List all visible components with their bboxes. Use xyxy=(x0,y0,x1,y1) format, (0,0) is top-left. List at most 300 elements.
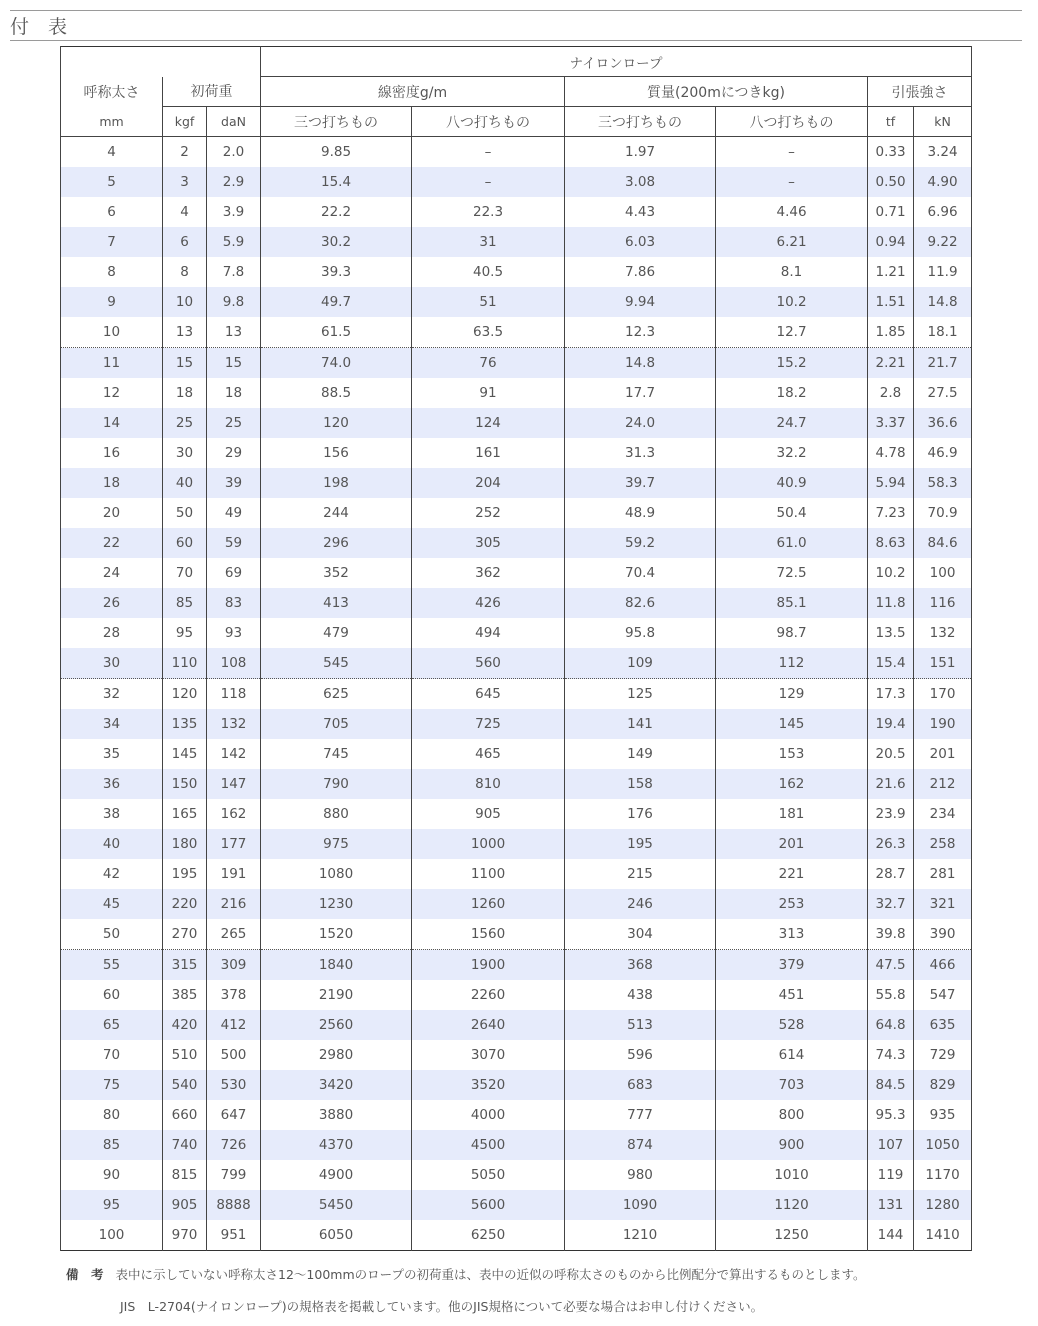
subheader-ld-eight-strand: 八つ打ちもの xyxy=(412,107,565,137)
cell-tensile-tf: 107 xyxy=(868,1130,914,1160)
cell-mass-eight-strand: 98.7 xyxy=(716,618,868,648)
table-row xyxy=(61,618,972,648)
unit-tf: tf xyxy=(868,107,914,137)
cell-initial-load-kgf: 315 xyxy=(163,950,207,981)
cell-tensile-kn: 1280 xyxy=(914,1190,972,1220)
header-tensile-strength: 引張強さ xyxy=(868,77,972,107)
cell-ld-three-strand: 880 xyxy=(261,799,412,829)
cell-ld-eight-strand: 5600 xyxy=(412,1190,565,1220)
cell-mass-eight-strand: 1250 xyxy=(716,1220,868,1251)
cell-ld-eight-strand: 1000 xyxy=(412,829,565,859)
cell-ld-three-strand: 39.3 xyxy=(261,257,412,287)
cell-initial-load-dan: 8888 xyxy=(207,1190,261,1220)
cell-mass-eight-strand: 703 xyxy=(716,1070,868,1100)
cell-mass-eight-strand: 1120 xyxy=(716,1190,868,1220)
cell-tensile-kn: 4.90 xyxy=(914,167,972,197)
cell-tensile-kn: 9.22 xyxy=(914,227,972,257)
cell-nominal-mm: 30 xyxy=(61,648,163,679)
table-row xyxy=(61,1040,972,1070)
cell-nominal-mm: 95 xyxy=(61,1190,163,1220)
cell-nominal-mm: 80 xyxy=(61,1100,163,1130)
cell-mass-three-strand: 7.86 xyxy=(565,257,716,287)
cell-initial-load-dan: 412 xyxy=(207,1010,261,1040)
cell-mass-eight-strand: 162 xyxy=(716,769,868,799)
cell-tensile-tf: 131 xyxy=(868,1190,914,1220)
table-row xyxy=(61,498,972,528)
cell-tensile-tf: 15.4 xyxy=(868,648,914,679)
cell-ld-eight-strand: 6250 xyxy=(412,1220,565,1251)
cell-tensile-kn: 935 xyxy=(914,1100,972,1130)
cell-initial-load-kgf: 660 xyxy=(163,1100,207,1130)
cell-nominal-mm: 70 xyxy=(61,1040,163,1070)
cell-mass-three-strand: 368 xyxy=(565,950,716,981)
cell-mass-eight-strand: 145 xyxy=(716,709,868,739)
cell-initial-load-kgf: 110 xyxy=(163,648,207,679)
cell-mass-three-strand: 596 xyxy=(565,1040,716,1070)
cell-initial-load-dan: 530 xyxy=(207,1070,261,1100)
cell-initial-load-dan: 2.0 xyxy=(207,137,261,168)
cell-nominal-mm: 20 xyxy=(61,498,163,528)
cell-tensile-tf: 74.3 xyxy=(868,1040,914,1070)
cell-nominal-mm: 8 xyxy=(61,257,163,287)
cell-mass-eight-strand: 85.1 xyxy=(716,588,868,618)
cell-initial-load-kgf: 60 xyxy=(163,528,207,558)
cell-nominal-mm: 12 xyxy=(61,378,163,408)
cell-nominal-mm: 14 xyxy=(61,408,163,438)
cell-mass-three-strand: 513 xyxy=(565,1010,716,1040)
cell-tensile-tf: 0.33 xyxy=(868,137,914,168)
cell-mass-three-strand: 176 xyxy=(565,799,716,829)
cell-nominal-mm: 65 xyxy=(61,1010,163,1040)
cell-tensile-tf: 2.21 xyxy=(868,348,914,379)
cell-initial-load-dan: 25 xyxy=(207,408,261,438)
cell-initial-load-kgf: 905 xyxy=(163,1190,207,1220)
cell-nominal-mm: 9 xyxy=(61,287,163,317)
cell-initial-load-dan: 83 xyxy=(207,588,261,618)
table-row xyxy=(61,317,972,348)
cell-tensile-tf: 0.71 xyxy=(868,197,914,227)
cell-ld-eight-strand: 426 xyxy=(412,588,565,618)
cell-mass-eight-strand: 181 xyxy=(716,799,868,829)
subheader-mass-eight-strand: 八つ打ちもの xyxy=(716,107,868,137)
title-rule-bottom xyxy=(10,40,1022,41)
cell-mass-three-strand: 6.03 xyxy=(565,227,716,257)
cell-ld-three-strand: 705 xyxy=(261,709,412,739)
cell-ld-three-strand: 296 xyxy=(261,528,412,558)
cell-ld-eight-strand: – xyxy=(412,167,565,197)
cell-initial-load-kgf: 3 xyxy=(163,167,207,197)
cell-tensile-kn: 18.1 xyxy=(914,317,972,348)
table-row xyxy=(61,1190,972,1220)
cell-initial-load-kgf: 25 xyxy=(163,408,207,438)
cell-ld-three-strand: 4370 xyxy=(261,1130,412,1160)
subheader-ld-three-strand: 三つ打ちもの xyxy=(261,107,412,137)
cell-mass-eight-strand: 15.2 xyxy=(716,348,868,379)
cell-ld-eight-strand: 252 xyxy=(412,498,565,528)
cell-ld-eight-strand: 1900 xyxy=(412,950,565,981)
cell-mass-eight-strand: 528 xyxy=(716,1010,868,1040)
cell-ld-eight-strand: 1560 xyxy=(412,919,565,950)
cell-initial-load-dan: 18 xyxy=(207,378,261,408)
header-nylon-rope: ナイロンロープ xyxy=(261,47,972,77)
cell-initial-load-kgf: 135 xyxy=(163,709,207,739)
cell-mass-three-strand: 1210 xyxy=(565,1220,716,1251)
cell-tensile-kn: 36.6 xyxy=(914,408,972,438)
cell-mass-three-strand: 39.7 xyxy=(565,468,716,498)
cell-tensile-tf: 119 xyxy=(868,1160,914,1190)
cell-mass-eight-strand: 40.9 xyxy=(716,468,868,498)
cell-nominal-mm: 16 xyxy=(61,438,163,468)
header-mass: 質量(200mにつきkg) xyxy=(565,77,868,107)
cell-initial-load-kgf: 15 xyxy=(163,348,207,379)
cell-initial-load-kgf: 420 xyxy=(163,1010,207,1040)
cell-tensile-kn: 84.6 xyxy=(914,528,972,558)
cell-initial-load-kgf: 95 xyxy=(163,618,207,648)
cell-ld-eight-strand: 1260 xyxy=(412,889,565,919)
table-row xyxy=(61,287,972,317)
cell-mass-eight-strand: 253 xyxy=(716,889,868,919)
cell-ld-three-strand: 3420 xyxy=(261,1070,412,1100)
note-text-1: 表中に示していない呼称太さ12〜100mmのロープの初荷重は、表中の近似の呼称太さのものから比例配分で算出するものとします。 xyxy=(115,1267,866,1282)
cell-tensile-kn: 27.5 xyxy=(914,378,972,408)
cell-mass-three-strand: 82.6 xyxy=(565,588,716,618)
cell-ld-three-strand: 30.2 xyxy=(261,227,412,257)
note-text-2: JIS L-2704(ナイロンロープ)の規格表を掲載しています。他のJIS規格について必要な場合はお申し付けください。 xyxy=(120,1299,764,1314)
page-title: 付 表 xyxy=(10,16,68,38)
cell-tensile-kn: 6.96 xyxy=(914,197,972,227)
cell-ld-three-strand: 1230 xyxy=(261,889,412,919)
cell-initial-load-dan: 118 xyxy=(207,679,261,710)
cell-initial-load-kgf: 120 xyxy=(163,679,207,710)
cell-ld-three-strand: 2190 xyxy=(261,980,412,1010)
cell-nominal-mm: 11 xyxy=(61,348,163,379)
cell-tensile-kn: 46.9 xyxy=(914,438,972,468)
note-label: 備 考 xyxy=(66,1267,104,1282)
unit-mm: mm xyxy=(61,107,163,137)
cell-mass-three-strand: 158 xyxy=(565,769,716,799)
cell-initial-load-dan: 3.9 xyxy=(207,197,261,227)
cell-ld-eight-strand: 3070 xyxy=(412,1040,565,1070)
cell-nominal-mm: 36 xyxy=(61,769,163,799)
table-row xyxy=(61,919,972,950)
cell-mass-three-strand: 874 xyxy=(565,1130,716,1160)
cell-mass-three-strand: 4.43 xyxy=(565,197,716,227)
cell-ld-eight-strand: 4500 xyxy=(412,1130,565,1160)
table-row xyxy=(61,859,972,889)
cell-initial-load-kgf: 18 xyxy=(163,378,207,408)
cell-ld-eight-strand: 725 xyxy=(412,709,565,739)
cell-nominal-mm: 22 xyxy=(61,528,163,558)
cell-tensile-tf: 19.4 xyxy=(868,709,914,739)
cell-mass-three-strand: 31.3 xyxy=(565,438,716,468)
cell-mass-eight-strand: 6.21 xyxy=(716,227,868,257)
table-row xyxy=(61,167,972,197)
cell-mass-eight-strand: 129 xyxy=(716,679,868,710)
cell-mass-eight-strand: 800 xyxy=(716,1100,868,1130)
cell-initial-load-dan: 13 xyxy=(207,317,261,348)
cell-tensile-kn: 70.9 xyxy=(914,498,972,528)
cell-mass-three-strand: 59.2 xyxy=(565,528,716,558)
cell-ld-eight-strand: 2260 xyxy=(412,980,565,1010)
cell-ld-eight-strand: 76 xyxy=(412,348,565,379)
cell-mass-eight-strand: 32.2 xyxy=(716,438,868,468)
cell-nominal-mm: 42 xyxy=(61,859,163,889)
note-line-2 xyxy=(120,1297,763,1315)
cell-tensile-kn: 829 xyxy=(914,1070,972,1100)
cell-initial-load-kgf: 2 xyxy=(163,137,207,168)
cell-initial-load-dan: 108 xyxy=(207,648,261,679)
cell-nominal-mm: 55 xyxy=(61,950,163,981)
cell-ld-eight-strand: 40.5 xyxy=(412,257,565,287)
cell-initial-load-dan: 15 xyxy=(207,348,261,379)
cell-ld-three-strand: 2560 xyxy=(261,1010,412,1040)
header-blank-cell xyxy=(61,47,261,77)
table-row xyxy=(61,799,972,829)
cell-mass-three-strand: 683 xyxy=(565,1070,716,1100)
cell-nominal-mm: 24 xyxy=(61,558,163,588)
cell-mass-three-strand: 438 xyxy=(565,980,716,1010)
cell-tensile-tf: 10.2 xyxy=(868,558,914,588)
table-row xyxy=(61,528,972,558)
cell-initial-load-dan: 9.8 xyxy=(207,287,261,317)
cell-tensile-tf: 39.8 xyxy=(868,919,914,950)
cell-initial-load-kgf: 150 xyxy=(163,769,207,799)
cell-mass-eight-strand: 900 xyxy=(716,1130,868,1160)
cell-nominal-mm: 90 xyxy=(61,1160,163,1190)
cell-initial-load-kgf: 815 xyxy=(163,1160,207,1190)
cell-initial-load-kgf: 4 xyxy=(163,197,207,227)
cell-ld-eight-strand: 161 xyxy=(412,438,565,468)
cell-initial-load-dan: 29 xyxy=(207,438,261,468)
cell-ld-three-strand: 156 xyxy=(261,438,412,468)
cell-nominal-mm: 32 xyxy=(61,679,163,710)
cell-mass-three-strand: 125 xyxy=(565,679,716,710)
cell-tensile-tf: 47.5 xyxy=(868,950,914,981)
cell-initial-load-dan: 378 xyxy=(207,980,261,1010)
cell-ld-three-strand: 413 xyxy=(261,588,412,618)
cell-nominal-mm: 38 xyxy=(61,799,163,829)
cell-mass-eight-strand: 24.7 xyxy=(716,408,868,438)
table-row xyxy=(61,1220,972,1251)
cell-tensile-kn: 170 xyxy=(914,679,972,710)
cell-tensile-tf: 26.3 xyxy=(868,829,914,859)
cell-ld-three-strand: 4900 xyxy=(261,1160,412,1190)
cell-ld-eight-strand: 3520 xyxy=(412,1070,565,1100)
table-row xyxy=(61,378,972,408)
cell-ld-eight-strand: 51 xyxy=(412,287,565,317)
cell-tensile-kn: 466 xyxy=(914,950,972,981)
cell-ld-three-strand: 9.85 xyxy=(261,137,412,168)
table-row xyxy=(61,769,972,799)
cell-mass-three-strand: 70.4 xyxy=(565,558,716,588)
cell-mass-three-strand: 12.3 xyxy=(565,317,716,348)
cell-initial-load-kgf: 85 xyxy=(163,588,207,618)
cell-mass-three-strand: 246 xyxy=(565,889,716,919)
cell-mass-three-strand: 9.94 xyxy=(565,287,716,317)
cell-ld-three-strand: 790 xyxy=(261,769,412,799)
table-row xyxy=(61,408,972,438)
cell-mass-three-strand: 777 xyxy=(565,1100,716,1130)
cell-initial-load-dan: 93 xyxy=(207,618,261,648)
cell-tensile-kn: 1410 xyxy=(914,1220,972,1251)
table-row xyxy=(61,558,972,588)
cell-initial-load-dan: 726 xyxy=(207,1130,261,1160)
cell-ld-three-strand: 479 xyxy=(261,618,412,648)
cell-mass-eight-strand: 379 xyxy=(716,950,868,981)
cell-initial-load-dan: 177 xyxy=(207,829,261,859)
cell-tensile-kn: 116 xyxy=(914,588,972,618)
cell-ld-eight-strand: 4000 xyxy=(412,1100,565,1130)
cell-nominal-mm: 40 xyxy=(61,829,163,859)
cell-ld-three-strand: 352 xyxy=(261,558,412,588)
cell-ld-three-strand: 625 xyxy=(261,679,412,710)
cell-nominal-mm: 35 xyxy=(61,739,163,769)
cell-tensile-kn: 190 xyxy=(914,709,972,739)
table-row xyxy=(61,709,972,739)
cell-initial-load-dan: 216 xyxy=(207,889,261,919)
cell-initial-load-kgf: 220 xyxy=(163,889,207,919)
unit-kgf: kgf xyxy=(163,107,207,137)
cell-mass-eight-strand: 72.5 xyxy=(716,558,868,588)
cell-ld-three-strand: 244 xyxy=(261,498,412,528)
cell-tensile-kn: 321 xyxy=(914,889,972,919)
cell-mass-eight-strand: 10.2 xyxy=(716,287,868,317)
cell-mass-eight-strand: 201 xyxy=(716,829,868,859)
cell-mass-three-strand: 1.97 xyxy=(565,137,716,168)
cell-mass-eight-strand: 221 xyxy=(716,859,868,889)
cell-ld-three-strand: 3880 xyxy=(261,1100,412,1130)
cell-tensile-tf: 1.21 xyxy=(868,257,914,287)
cell-tensile-kn: 281 xyxy=(914,859,972,889)
cell-mass-three-strand: 95.8 xyxy=(565,618,716,648)
cell-initial-load-dan: 309 xyxy=(207,950,261,981)
cell-initial-load-kgf: 13 xyxy=(163,317,207,348)
cell-ld-three-strand: 61.5 xyxy=(261,317,412,348)
cell-ld-eight-strand: – xyxy=(412,137,565,168)
cell-initial-load-dan: 162 xyxy=(207,799,261,829)
note-line-1 xyxy=(66,1265,866,1283)
cell-tensile-tf: 1.85 xyxy=(868,317,914,348)
cell-nominal-mm: 60 xyxy=(61,980,163,1010)
cell-mass-eight-strand: 451 xyxy=(716,980,868,1010)
cell-initial-load-kgf: 40 xyxy=(163,468,207,498)
cell-tensile-tf: 17.3 xyxy=(868,679,914,710)
cell-tensile-kn: 729 xyxy=(914,1040,972,1070)
cell-ld-eight-strand: 31 xyxy=(412,227,565,257)
cell-tensile-kn: 14.8 xyxy=(914,287,972,317)
cell-tensile-tf: 0.50 xyxy=(868,167,914,197)
cell-initial-load-kgf: 385 xyxy=(163,980,207,1010)
cell-mass-eight-strand: – xyxy=(716,167,868,197)
table-row xyxy=(61,829,972,859)
cell-mass-eight-strand: 12.7 xyxy=(716,317,868,348)
cell-initial-load-dan: 799 xyxy=(207,1160,261,1190)
cell-ld-three-strand: 6050 xyxy=(261,1220,412,1251)
table-row xyxy=(61,1070,972,1100)
cell-tensile-tf: 20.5 xyxy=(868,739,914,769)
cell-tensile-kn: 58.3 xyxy=(914,468,972,498)
cell-nominal-mm: 100 xyxy=(61,1220,163,1251)
cell-initial-load-dan: 132 xyxy=(207,709,261,739)
cell-tensile-tf: 5.94 xyxy=(868,468,914,498)
cell-initial-load-dan: 647 xyxy=(207,1100,261,1130)
cell-ld-three-strand: 1520 xyxy=(261,919,412,950)
cell-ld-eight-strand: 494 xyxy=(412,618,565,648)
cell-nominal-mm: 7 xyxy=(61,227,163,257)
cell-ld-three-strand: 545 xyxy=(261,648,412,679)
cell-initial-load-dan: 191 xyxy=(207,859,261,889)
cell-initial-load-dan: 7.8 xyxy=(207,257,261,287)
title-rule-top xyxy=(10,10,1022,11)
cell-tensile-tf: 2.8 xyxy=(868,378,914,408)
cell-ld-three-strand: 975 xyxy=(261,829,412,859)
cell-tensile-tf: 28.7 xyxy=(868,859,914,889)
cell-ld-three-strand: 74.0 xyxy=(261,348,412,379)
cell-mass-three-strand: 215 xyxy=(565,859,716,889)
cell-initial-load-kgf: 510 xyxy=(163,1040,207,1070)
cell-initial-load-kgf: 270 xyxy=(163,919,207,950)
nylon-rope-spec-table xyxy=(60,46,972,1251)
cell-initial-load-kgf: 8 xyxy=(163,257,207,287)
cell-mass-three-strand: 1090 xyxy=(565,1190,716,1220)
cell-tensile-tf: 95.3 xyxy=(868,1100,914,1130)
cell-mass-three-strand: 304 xyxy=(565,919,716,950)
cell-tensile-kn: 201 xyxy=(914,739,972,769)
cell-initial-load-kgf: 740 xyxy=(163,1130,207,1160)
cell-mass-eight-strand: 153 xyxy=(716,739,868,769)
cell-mass-three-strand: 17.7 xyxy=(565,378,716,408)
cell-ld-three-strand: 5450 xyxy=(261,1190,412,1220)
cell-tensile-tf: 13.5 xyxy=(868,618,914,648)
cell-initial-load-kgf: 10 xyxy=(163,287,207,317)
cell-mass-three-strand: 195 xyxy=(565,829,716,859)
table-row xyxy=(61,468,972,498)
cell-initial-load-dan: 500 xyxy=(207,1040,261,1070)
cell-tensile-tf: 64.8 xyxy=(868,1010,914,1040)
cell-mass-three-strand: 149 xyxy=(565,739,716,769)
cell-initial-load-dan: 2.9 xyxy=(207,167,261,197)
cell-ld-eight-strand: 362 xyxy=(412,558,565,588)
table-body xyxy=(61,137,972,1251)
cell-initial-load-kgf: 30 xyxy=(163,438,207,468)
table-row xyxy=(61,438,972,468)
cell-initial-load-kgf: 540 xyxy=(163,1070,207,1100)
cell-nominal-mm: 18 xyxy=(61,468,163,498)
cell-ld-eight-strand: 91 xyxy=(412,378,565,408)
cell-initial-load-dan: 147 xyxy=(207,769,261,799)
table-row xyxy=(61,348,972,379)
cell-initial-load-kgf: 970 xyxy=(163,1220,207,1251)
cell-ld-eight-strand: 905 xyxy=(412,799,565,829)
cell-ld-three-strand: 1840 xyxy=(261,950,412,981)
cell-mass-three-strand: 24.0 xyxy=(565,408,716,438)
cell-tensile-kn: 547 xyxy=(914,980,972,1010)
cell-tensile-kn: 11.9 xyxy=(914,257,972,287)
table-row xyxy=(61,980,972,1010)
table-row xyxy=(61,950,972,981)
cell-nominal-mm: 26 xyxy=(61,588,163,618)
cell-tensile-kn: 258 xyxy=(914,829,972,859)
cell-initial-load-dan: 951 xyxy=(207,1220,261,1251)
cell-ld-three-strand: 15.4 xyxy=(261,167,412,197)
cell-mass-eight-strand: 8.1 xyxy=(716,257,868,287)
cell-nominal-mm: 6 xyxy=(61,197,163,227)
table-row xyxy=(61,739,972,769)
cell-mass-three-strand: 141 xyxy=(565,709,716,739)
cell-mass-three-strand: 48.9 xyxy=(565,498,716,528)
cell-nominal-mm: 28 xyxy=(61,618,163,648)
cell-tensile-kn: 1170 xyxy=(914,1160,972,1190)
